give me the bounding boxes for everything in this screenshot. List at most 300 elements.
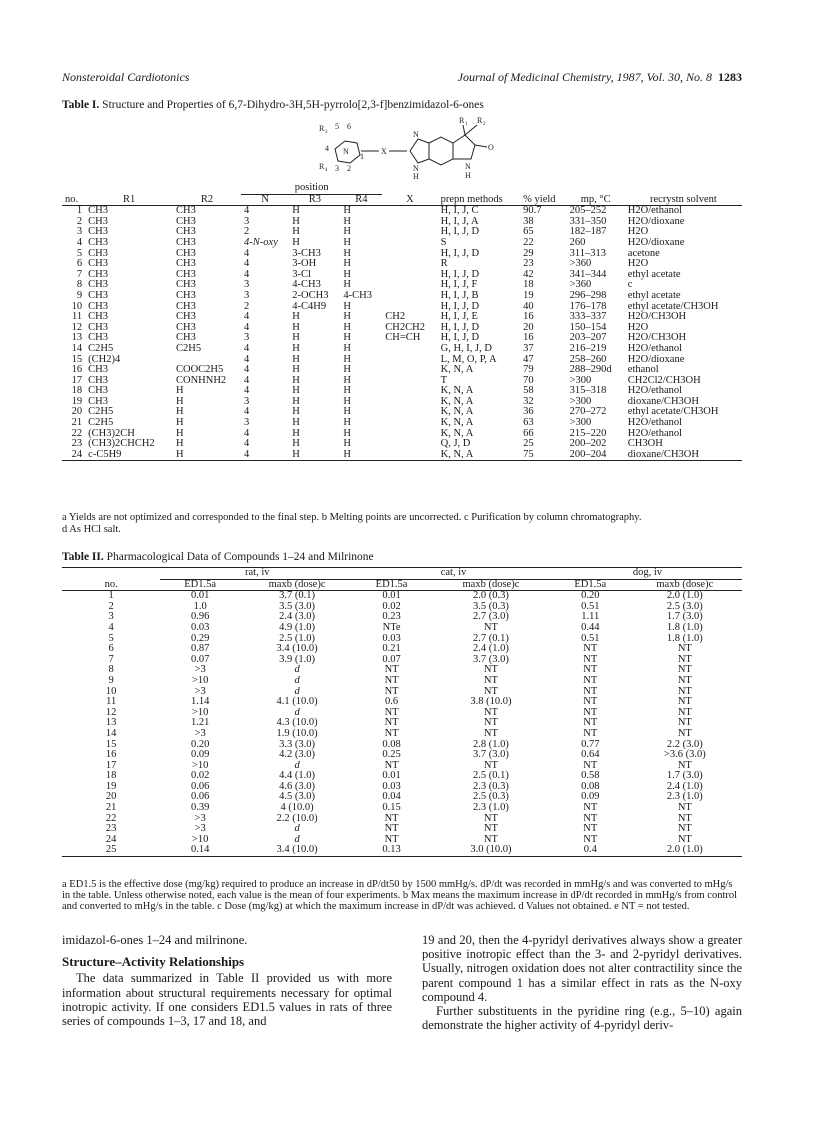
page-number: 1283 [718,70,742,84]
table-row [62,771,742,782]
col-header: maxb (dose)c [462,578,520,590]
table-cell: 15 [105,738,117,750]
table-cell: H [292,205,300,217]
table-cell: 4-C4H9 [292,300,327,312]
table-row [62,644,742,655]
table-cell: 4 [244,448,250,460]
table-cell: >360 [569,258,592,270]
table-cell: NT [483,759,498,771]
table-cell: H, I, J, D [440,268,480,280]
table-cell: CH2CH2 [385,321,425,333]
table-cell: 4.5 (3.0) [279,791,315,803]
table-cell: H2O/dioxane [627,215,685,227]
table-cell: ethyl acetate/CH3OH [627,406,719,418]
table-cell: H [343,247,351,259]
table-cell: NT [583,812,598,824]
table-cell: 13 [71,332,83,344]
table-cell: H [292,226,300,238]
table-cell: dioxane/CH3OH [627,395,699,407]
table-cell: NT [677,696,692,708]
table-cell: 3.8 (10.0) [470,696,512,708]
table-cell: ethyl acetate/CH3OH [627,300,719,312]
table-cell: 12 [105,706,117,718]
table-cell: K, N, A [440,364,474,376]
table-cell: S [440,236,447,248]
table-row [62,782,742,793]
table-cell: 1.14 [190,696,210,708]
table1-footnote-2: d As HCl salt. [62,524,121,535]
table-cell: 4.2 (3.0) [279,749,315,761]
table-cell: 23 [71,438,83,450]
table-cell: NT [483,823,498,835]
table-cell: 2.5 (0.1) [472,770,509,782]
table-cell: 0.09 [581,791,600,803]
table-cell: 0.20 [190,738,210,750]
table-cell: 9 [108,674,114,686]
table-cell: 79 [523,364,534,376]
table-cell: NT [677,823,692,835]
table-cell: 19 [105,780,117,792]
table-cell: R [440,258,448,270]
table-cell: Q, J, D [440,438,471,450]
table-cell [382,344,437,355]
table-cell: NT [677,664,692,676]
table-cell: CH3 [88,236,108,248]
table-cell: 0.03 [382,780,401,792]
table-cell: 6 [76,258,83,270]
table-cell: H2O [627,226,649,238]
table-cell: 3 [244,289,250,301]
table-cell: K, N, A [440,385,474,397]
table-cell: d [294,823,300,835]
body-paragraph: Further substituents in the pyridine ring (e.g., 5–10) again demonstrate the higher activity of 4-pyridyl deriv- [422,1004,742,1033]
col-header: mp, °C [580,193,611,205]
table-cell: H2O/CH3OH [627,332,687,344]
table-cell: 2 [244,226,250,238]
table-row [62,612,742,623]
table-cell: 0.21 [382,643,401,655]
table-cell: NT [384,812,399,824]
body-left-line: imidazol-6-ones 1–24 and milrinone. [62,933,248,947]
table-cell: 296–298 [569,289,607,301]
table-cell: H [343,417,351,429]
table-cell: d [294,706,300,718]
table-cell: 4 (10.0) [280,802,314,814]
table-row [62,740,742,751]
table-cell: H [343,321,351,333]
table-cell: 0.87 [190,643,210,655]
table-cell: 2.7 (3.0) [472,611,509,623]
table-cell: K, N, A [440,406,474,418]
table-cell: 0.08 [382,738,401,750]
table-cell: H [343,427,351,439]
table-cell: CH3 [176,279,196,291]
table-cell: 4 [244,427,250,439]
table-cell: 14 [105,727,117,739]
table-cell: >10 [191,706,209,718]
table-cell: NT [384,717,399,729]
svg-text:N: N [413,164,419,173]
table-cell: 3.7 (3.0) [472,653,509,665]
table-cell: 29 [523,247,534,259]
table-cell: H, I, J, D [440,226,480,238]
table-cell: 3.5 (3.0) [279,600,315,612]
svg-text:N: N [413,130,419,139]
group-header-dog: dog, iv [553,568,742,580]
table-cell: 65 [523,226,534,238]
table-cell: H [176,395,184,407]
table-cell: 2.3 (1.0) [472,802,509,814]
body-right-column [422,933,742,1032]
table-cell [382,227,437,238]
col-header: ED1.5a [375,578,408,590]
table-cell [382,365,437,376]
table-cell: 3.4 (10.0) [276,844,318,856]
table-cell: (CH3)2CH [88,427,135,439]
table-cell: >3 [194,812,206,824]
table-cell: 3.0 (10.0) [470,844,512,856]
table-cell [382,249,437,260]
table-cell: >300 [569,395,592,407]
table-row [62,687,742,698]
table-cell: 1.7 (3.0) [666,611,703,623]
table-cell [382,291,437,302]
table-cell: G, H, I, J, D [440,342,492,354]
table-cell: NT [677,643,692,655]
table-cell: 5 [76,247,83,259]
table-cell: 25 [523,438,534,450]
table-cell: H [292,321,300,333]
table-cell: H [343,448,351,460]
table-cell: 288–290d [569,364,612,376]
table-cell: 1.11 [581,611,600,623]
table-cell [382,355,437,366]
col-header: no. [65,193,79,205]
col-header: maxb (dose)c [656,578,714,590]
table-cell: CH3 [88,247,108,259]
table-cell: H [343,438,351,450]
table-cell: NT [583,643,598,655]
table-cell: 24 [71,448,83,460]
table-cell: NT [583,696,598,708]
table-cell: (CH2)4 [88,353,121,365]
table-cell: c-C5H9 [88,448,122,460]
table-cell: >3 [194,685,206,697]
svg-text:4: 4 [325,168,328,173]
table-cell: 0.01 [382,590,401,602]
table-cell: H, I, J, B [440,289,479,301]
table-cell: H, I, J, E [440,311,478,323]
table-cell: L, M, O, P, A [440,353,497,365]
table-cell: NT [583,653,598,665]
table-cell: 200–202 [569,438,607,450]
table-cell: 2.3 (1.0) [666,791,703,803]
table-cell: H [176,406,184,418]
table-cell: 58 [523,385,534,397]
table-cell: K, N, A [440,448,474,460]
table-cell: CH3 [176,236,196,248]
table-cell: K, N, A [440,417,474,429]
table-row [62,803,742,814]
table-cell: CH3 [88,385,108,397]
table-cell: 3 [244,395,250,407]
table-row [62,761,742,772]
table-cell: 6 [108,643,114,655]
table-cell: 16 [523,311,534,323]
table-cell: NT [677,674,692,686]
table-cell: 176–178 [569,300,607,312]
table-cell: >300 [569,417,592,429]
table-cell: H [343,342,351,354]
table-cell: NT [677,706,692,718]
table-cell: 16 [105,749,117,761]
table-cell: NT [384,674,399,686]
table-cell: 17 [105,759,117,771]
svg-text:2: 2 [483,122,486,127]
table-cell: NT [583,833,598,845]
table-cell: 331–350 [569,215,607,227]
table-cell: 258–260 [569,353,607,365]
table-cell: CH3 [176,300,196,312]
table-cell: 17 [71,374,83,386]
table-cell: 0.08 [581,780,600,792]
table-cell: 70 [523,374,534,386]
table-cell: 0.03 [190,621,210,633]
table-row [62,665,742,676]
table-cell: 0.04 [382,791,401,803]
svg-text:H: H [465,171,471,179]
table-cell: 75 [523,448,534,460]
table-cell: H [343,332,351,344]
table-cell: C2H5 [88,406,114,418]
table-cell: H2O/ethanol [627,427,683,439]
table-cell: H [343,374,351,386]
table-cell: H2O [627,258,649,270]
svg-text:6: 6 [347,122,351,131]
table-cell: 8 [108,664,114,676]
table-cell: 21 [105,802,117,814]
table2-footnote: a ED1.5 is the effective dose (mg/kg) required to produce an increase in dP/dt50 by 1500 mmHg/s. dP/dt was recorded in mmHg/s and was converted to mHg/s in the table. Unless otherwise noted, each value is the mean of four experiments. b Max means the maximum increase in dP/dt recorded in mmHg/s from control and converted to mHg/s in the table. c Dose (mg/kg) at which the maximum increase in dP/dt was achieved. d Values not obtained. e NT = not tested. [62,879,738,912]
table-cell: H [343,395,351,407]
table-cell: 7 [76,268,83,280]
table-cell: NT [677,802,692,814]
table-cell: 182–187 [569,226,607,238]
table-cell: d [294,833,300,845]
table-cell: 341–344 [569,268,607,280]
table-cell: H [292,406,300,418]
table-cell: 0.77 [581,738,600,750]
table-cell: 4 [244,311,250,323]
table-cell: H [292,342,300,354]
position-header: position [241,183,382,194]
svg-text:5: 5 [335,122,339,131]
col-header: ED1.5a [574,578,607,590]
table-cell: 18 [71,385,83,397]
table-cell: H [343,236,351,248]
table-cell: NT [483,706,498,718]
table-cell: H [292,364,300,376]
table-cell: 3 [76,226,83,238]
table-cell: 2.5 (0.3) [472,791,509,803]
body-paragraph: 19 and 20, then the 4-pyridyl derivatives always show a greater positive inotropic effect than the 3- and 2-pyridyl derivatives. Usually, nitrogen oxidation does not alter contractility since the parent compound 1 has a similar effect in rats as the N-oxy compound 4. [422,933,742,1004]
table-cell: NT [384,685,399,697]
table-cell: 2.5 (1.0) [279,632,315,644]
table-cell: H [292,438,300,450]
table-cell: H2O/dioxane [627,353,685,365]
col-header: R3 [308,193,321,205]
table-cell: CH3 [176,258,196,270]
table-cell: 3.4 (10.0) [276,643,318,655]
svg-text:H: H [413,172,419,179]
svg-text:N: N [343,147,349,156]
col-header: N [261,193,269,205]
table-cell: 4 [244,374,250,386]
col-header: ED1.5a [184,578,217,590]
table-cell: H2O/ethanol [627,417,683,429]
table-cell: CH3 [88,395,108,407]
table-row [62,708,742,719]
table-cell: NT [583,727,598,739]
table-cell: 311–313 [569,247,607,259]
table-cell [382,397,437,408]
table-cell: 200–204 [569,448,607,460]
table-cell: 19 [523,289,534,301]
table-cell: NT [483,727,498,739]
table-cell: 4-CH3 [343,289,372,301]
table-cell: 3 [244,279,250,291]
table-cell: 24 [105,833,117,845]
table-cell: H, I, J, F [440,279,478,291]
table-cell: CH3 [176,247,196,259]
table-cell: ethyl acetate [627,289,681,301]
table-cell: 0.25 [382,749,401,761]
table-cell: >3 [194,823,206,835]
table-cell: 0.07 [382,653,401,665]
table2-caption [62,551,374,563]
table-cell: 0.44 [581,621,600,633]
table-cell: 40 [523,300,534,312]
table-cell: 2.8 (1.0) [472,738,509,750]
table-row [62,750,742,761]
table-cell: NT [583,664,598,676]
table-cell: 0.4 [583,844,597,856]
table-cell: NT [384,759,399,771]
table-cell: 0.09 [190,749,210,761]
table-cell: H, I, J, D [440,300,480,312]
table-cell: 3.5 (0.3) [472,600,509,612]
table-cell: 0.39 [190,802,210,814]
table-cell [382,418,437,429]
col-header: recrystn solvent [650,193,717,205]
table-row [62,591,742,602]
table-cell: 0.96 [190,611,210,623]
table-cell: 4.6 (3.0) [279,780,315,792]
table-cell: CH3 [88,311,108,323]
table-cell: 23 [105,823,117,835]
table-cell: NT [384,727,399,739]
table-cell: 3 [244,332,250,344]
table-cell: 4 [244,406,250,418]
table-cell: 2.3 (0.3) [472,780,509,792]
table-row [62,623,742,634]
table-cell: 1.9 (10.0) [276,727,318,739]
table-cell: H, I, J, D [440,332,480,344]
table-cell: ethanol [627,364,659,376]
table-cell: CH=CH [385,332,421,344]
table-cell [382,259,437,270]
table2-label: Table II. [62,551,104,563]
table-cell: NT [677,685,692,697]
table-cell: CH3 [88,279,108,291]
table-row [62,814,742,825]
table-cell: H [176,417,184,429]
table-cell: 23 [523,258,534,270]
table-cell: H [343,215,351,227]
table-cell: C2H5 [88,417,114,429]
table-cell: NT [583,759,598,771]
table-row [62,824,742,835]
table-cell: 0.15 [382,802,401,814]
table-cell: 333–337 [569,311,607,323]
table-cell [382,439,437,450]
table-cell: H, I, J, C [440,205,479,217]
table-cell: 3.7 (3.0) [472,749,509,761]
table-cell: 2.0 (1.0) [666,844,703,856]
table-cell: d [294,759,300,771]
table-cell: 22 [105,812,117,824]
table-cell: 3-Cl [292,268,311,280]
table-cell: CH2 [385,311,406,323]
table-cell: 3 [108,611,114,623]
table-cell: 16 [71,364,83,376]
table-cell: COOC2H5 [176,364,224,376]
table-cell [382,407,437,418]
table-cell: 2 [76,215,83,227]
table-cell: 4 [244,353,250,365]
table-cell: CH3 [88,268,108,280]
table-cell: 0.51 [581,600,600,612]
table1-footnote-1: a Yields are not optimized and corresponded to the final step. b Melting points are uncorrected. c Purification by column chromatography. [62,512,642,523]
table-cell [382,206,437,217]
table-cell: dioxane/CH3OH [627,448,699,460]
table-cell: 22 [71,427,83,439]
table-cell: H2O/dioxane [627,236,685,248]
table-cell: K, N, A [440,427,474,439]
table-cell: NT [384,664,399,676]
table-cell: CH3 [176,311,196,323]
table-cell: 2.4 (1.0) [666,780,703,792]
table-cell: 1.21 [190,717,210,729]
table-cell: H [176,448,184,460]
table-cell: CH3 [176,332,196,344]
table-cell: H [343,300,351,312]
table-cell: 2.7 (0.1) [472,632,509,644]
table-cell: d [294,664,300,676]
table-cell: 4.1 (10.0) [276,696,318,708]
table-cell: acetone [627,247,660,259]
table-cell: CH3 [176,289,196,301]
table-row [62,344,742,355]
table-cell: H [343,279,351,291]
table-cell: 2.0 (0.3) [472,590,509,602]
table-cell: 4 [244,342,250,354]
table-cell: 0.64 [581,749,600,761]
table-cell: NT [483,664,498,676]
table-cell: NT [483,685,498,697]
table-cell: H [343,258,351,270]
table-cell: 4 [244,268,250,280]
table1-body [62,206,742,461]
